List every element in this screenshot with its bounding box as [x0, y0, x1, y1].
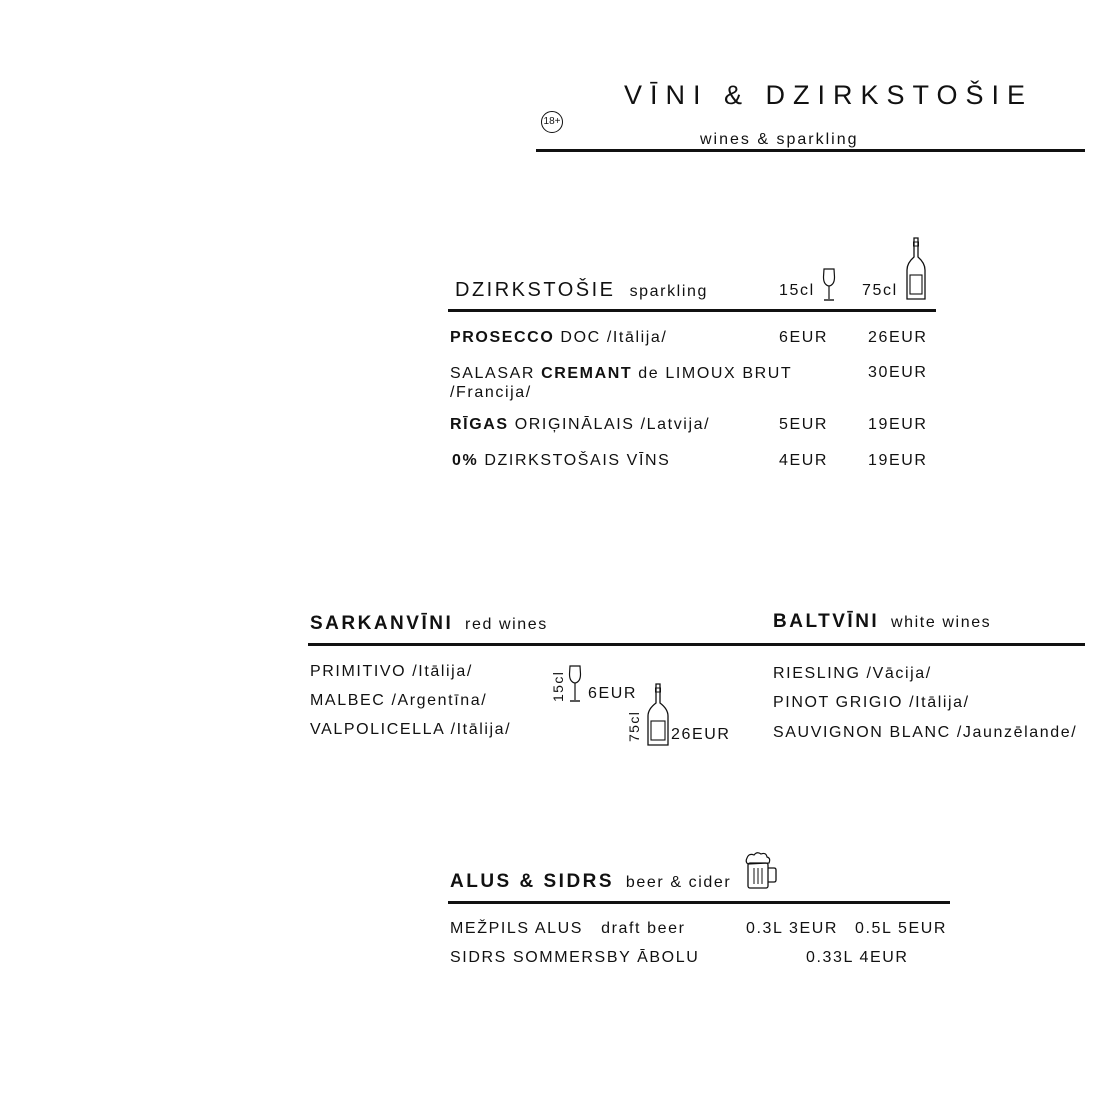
red-heading — [310, 613, 548, 635]
sparkling-heading-lv: DZIRKSTOŠIE — [455, 279, 616, 301]
white-item: SAUVIGNON BLANC /Jaunzēlande/ — [773, 724, 1078, 741]
wine-bottle-icon — [647, 683, 669, 747]
item-name-bold: 0% — [452, 452, 479, 469]
beer-heading-lv: ALUS & SIDRS — [450, 871, 615, 892]
beer-price-large: 0.5L 5EUR — [855, 920, 948, 937]
age-restriction-badge: 18+ — [541, 111, 563, 133]
beer-mug-icon — [745, 852, 777, 890]
header-divider — [536, 149, 1085, 152]
price-bottle: 19EUR — [868, 416, 928, 433]
price-bottle: 30EUR — [868, 364, 928, 381]
wine-bottle-icon — [906, 237, 926, 301]
sparkling-size-bottle: 75cl — [862, 282, 898, 299]
beer-item-mezpils — [450, 920, 686, 938]
red-heading-lv: SARKANVĪNI — [310, 613, 454, 634]
price-glass: 6EUR — [779, 329, 829, 346]
item-name: ORIĢINĀLAIS /Latvija/ — [508, 416, 711, 433]
red-price-bottle: 26EUR — [671, 726, 731, 743]
red-item: PRIMITIVO /Itālija/ — [310, 663, 473, 680]
item-name-pre: SALASAR — [450, 365, 542, 382]
wine-glass-icon — [568, 665, 582, 703]
item-origin: /Francija/ — [450, 384, 532, 401]
price-bottle: 19EUR — [868, 452, 928, 469]
beer-heading-en: beer & cider — [625, 874, 732, 891]
white-heading — [773, 611, 991, 633]
sparkling-item-zero — [452, 452, 670, 470]
red-size-bottle: 75cl — [626, 710, 642, 742]
sparkling-item-prosecco — [450, 329, 667, 347]
red-size-glass: 15cl — [550, 670, 566, 702]
item-name-bold: PROSECCO — [450, 329, 555, 346]
sparkling-size-glass: 15cl — [779, 282, 815, 299]
beer-divider — [448, 901, 950, 904]
item-name: DZIRKSTOŠAIS VĪNS — [478, 452, 671, 469]
beer-item-cider: SIDRS SOMMERSBY ĀBOLU — [450, 949, 700, 966]
price-glass: 4EUR — [779, 452, 829, 469]
white-item: PINOT GRIGIO /Itālija/ — [773, 694, 970, 711]
sparkling-heading-en: sparkling — [629, 283, 708, 300]
beer-heading — [450, 871, 731, 893]
sparkling-item-cremant — [450, 365, 792, 383]
cider-price: 0.33L 4EUR — [806, 949, 909, 966]
red-item: VALPOLICELLA /Itālija/ — [310, 721, 512, 738]
white-heading-en: white wines — [890, 614, 992, 631]
item-note: draft beer — [601, 920, 686, 937]
item-name-bold: RĪGAS — [450, 416, 509, 433]
item-name: de LIMOUX BRUT — [632, 365, 793, 382]
price-bottle: 26EUR — [868, 329, 928, 346]
item-name: DOC /Itālija/ — [554, 329, 668, 346]
sparkling-heading — [455, 279, 708, 302]
page-subtitle: wines & sparkling — [700, 131, 859, 148]
item-name: MEŽPILS ALUS — [450, 920, 584, 937]
wine-glass-icon — [822, 268, 836, 302]
red-price-glass: 6EUR — [588, 685, 638, 702]
red-item: MALBEC /Argentīna/ — [310, 692, 488, 709]
white-item: RIESLING /Vācija/ — [773, 665, 932, 682]
item-name-bold: CREMANT — [541, 365, 633, 382]
wines-divider — [308, 643, 1085, 646]
red-heading-en: red wines — [465, 616, 548, 633]
sparkling-divider — [448, 309, 936, 312]
white-heading-lv: BALTVĪNI — [773, 611, 880, 632]
beer-price-small: 0.3L 3EUR — [746, 920, 839, 937]
price-glass: 5EUR — [779, 416, 829, 433]
sparkling-item-rigas — [450, 416, 710, 434]
page-title: VĪNI & DZIRKSTOŠIE — [624, 80, 1034, 110]
